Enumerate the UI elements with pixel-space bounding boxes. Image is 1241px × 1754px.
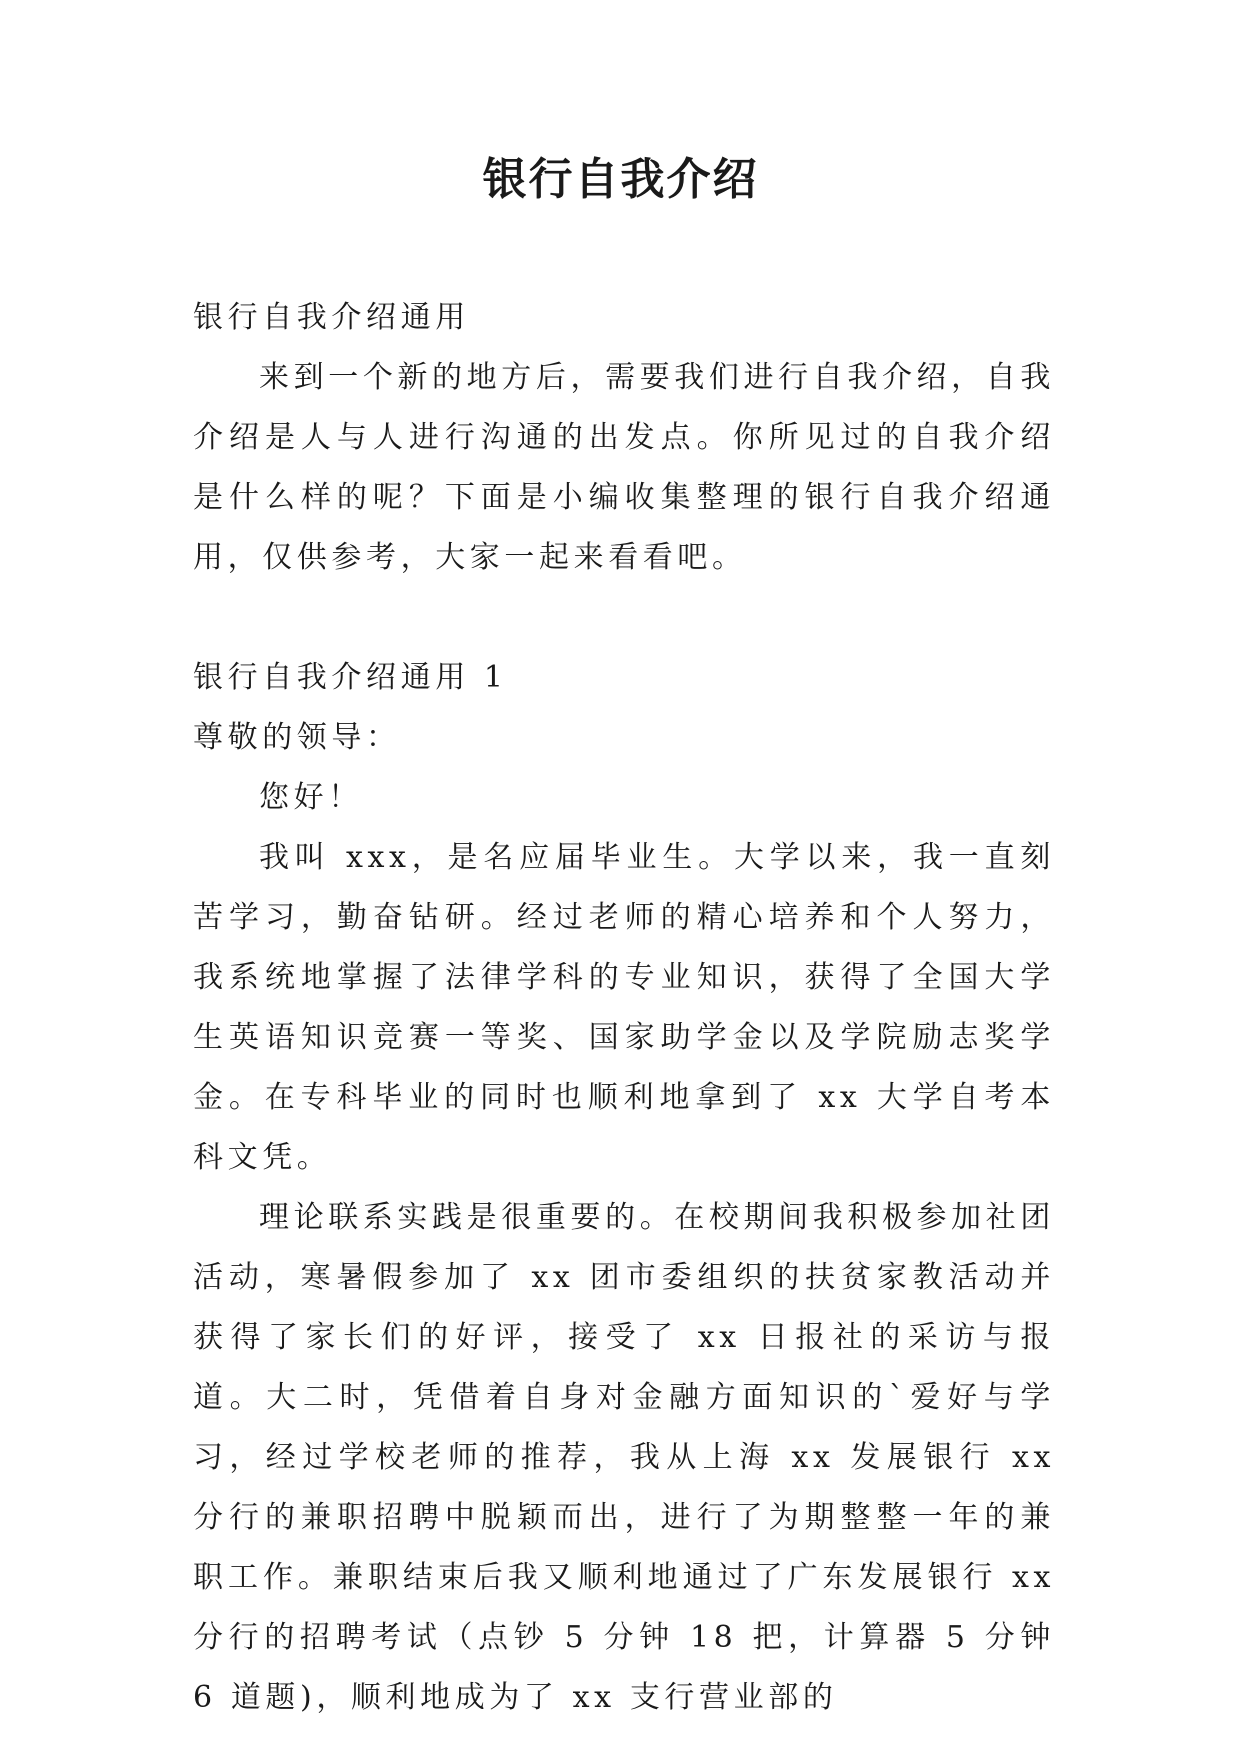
section-heading: 银行自我介绍通用 1 — [193, 660, 508, 695]
salutation: 尊敬的领导： — [193, 720, 401, 755]
subtitle: 银行自我介绍通用 — [193, 300, 470, 335]
intro-paragraph: 来到一个新的地方后，需要我们进行自我介绍，自我介绍是人与人进行沟通的出发点。你所见过的自我介绍是什么样的呢？下面是小编收集整理的银行自我介绍通用，仅供参考，大家一起来看看吧。 — [193, 360, 1055, 575]
body-paragraph-1: 我叫 xxx，是名应届毕业生。大学以来，我一直刻苦学习，勤奋钻研。经过老师的精心培养和个人努力，我系统地掌握了法律学科的专业知识，获得了全国大学生英语知识竞赛一等奖、国家助学金以及学院励志奖学金。在专科毕业的同时也顺利地拿到了 xx 大学自考本科文凭。 — [193, 840, 1055, 1175]
greeting: 您好！ — [259, 780, 363, 815]
paragraph-spacer — [193, 588, 1055, 648]
body-paragraph-2: 理论联系实践是很重要的。在校期间我积极参加社团活动，寒暑假参加了 xx 团市委组织的扶贫家教活动并获得了家长们的好评，接受了 xx 日报社的采访与报道。大二时，凭借着自身对金融方面知识的`爱好与学习，经过学校老师的推荐，我从上海 xx 发展银行 xx 分行的兼职招聘中脱颖而出，进行了为期整整一年的兼职工作。兼职结束后我又顺利地通过了广东发展银行 xx 分行的招聘考试（点钞 5 分钟 18 把，计算器 5 分钟 6 道题)，顺利地成为了 xx 支行营业部的 — [193, 1200, 1055, 1715]
document-title: 银行自我介绍 — [482, 154, 759, 205]
document-body — [193, 288, 1055, 1728]
